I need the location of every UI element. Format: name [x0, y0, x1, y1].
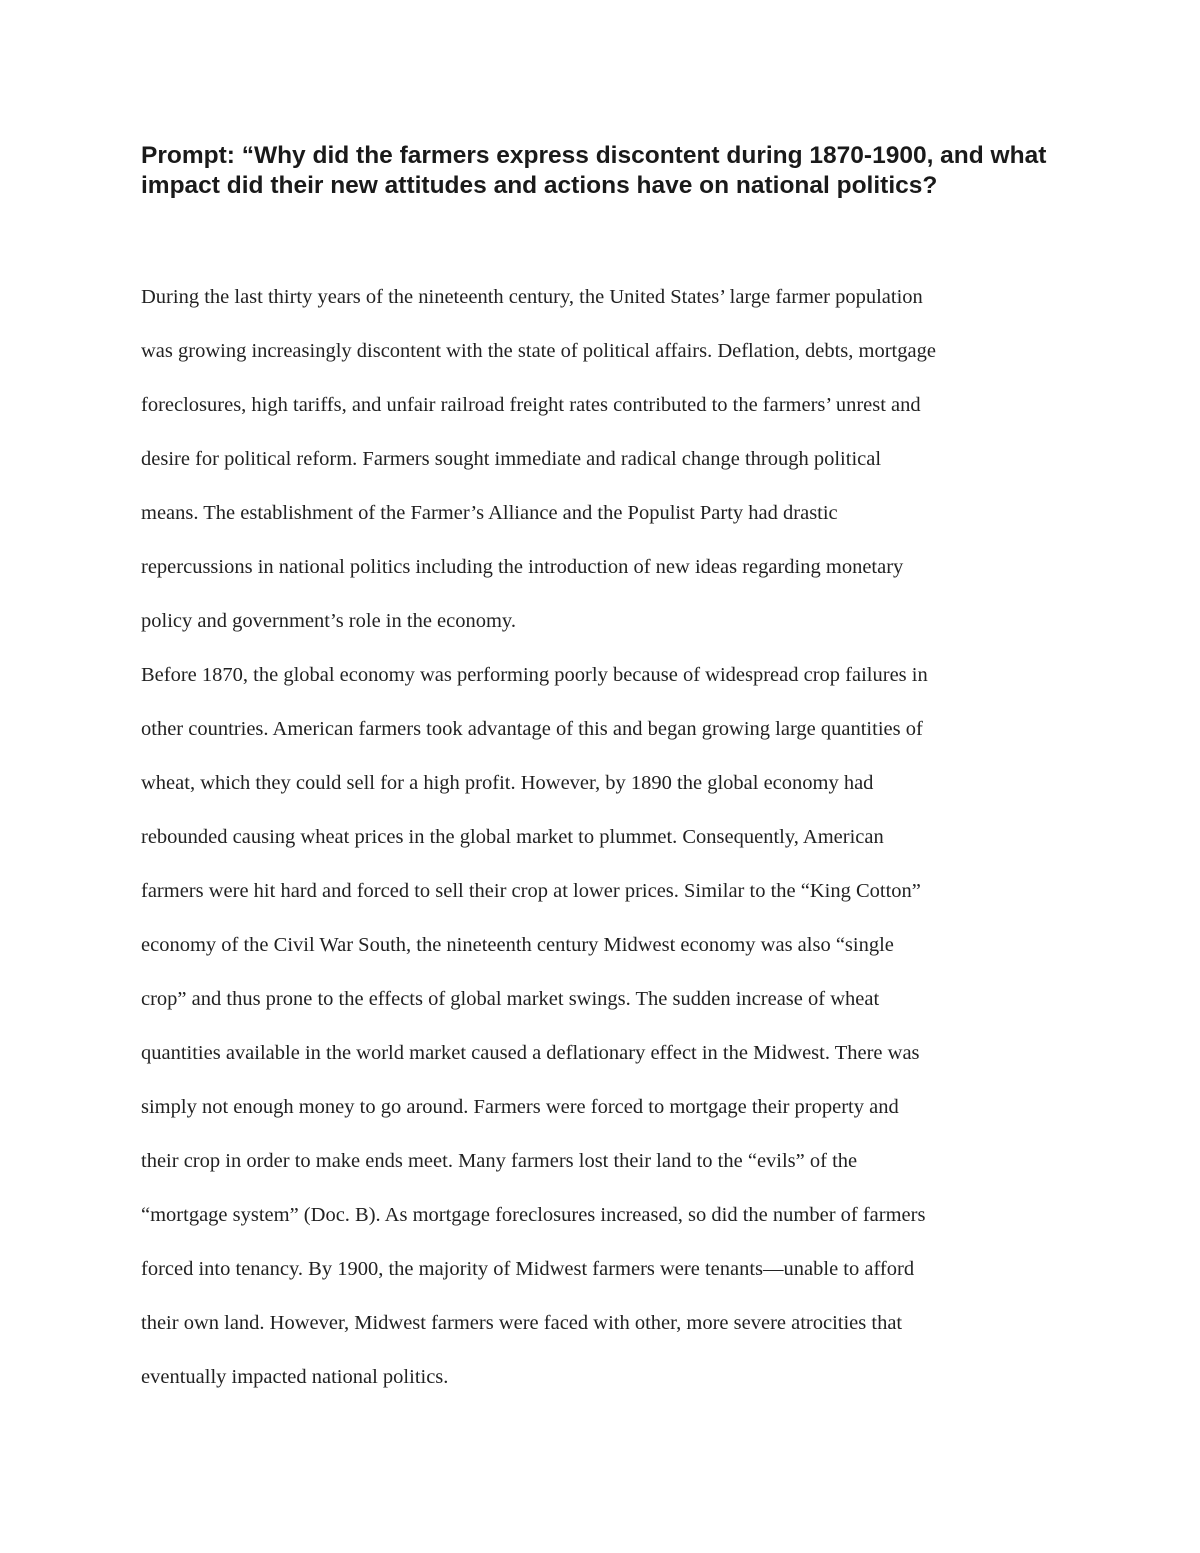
text-line: During the last thirty years of the nineteenth century, the United States’ large farmer population [141, 286, 923, 308]
text-line: foreclosures, high tariffs, and unfair railroad freight rates contributed to the farmers’ unrest and [141, 394, 921, 416]
text-line: other countries. American farmers took advantage of this and began growing large quantities of [141, 718, 923, 740]
text-line: eventually impacted national politics. [141, 1366, 449, 1388]
essay-body [141, 270, 1071, 1404]
text-line: their own land. However, Midwest farmers were faced with other, more severe atrocities that [141, 1312, 903, 1334]
text-line: policy and government’s role in the economy. [141, 610, 516, 632]
text-line: their crop in order to make ends meet. Many farmers lost their land to the “evils” of the [141, 1150, 858, 1172]
paragraph-intro [141, 270, 1071, 648]
paragraph-economy [141, 648, 1071, 1404]
text-line: crop” and thus prone to the effects of global market swings. The sudden increase of wheat [141, 988, 880, 1010]
text-line: forced into tenancy. By 1900, the majority of Midwest farmers were tenants—unable to afford [141, 1258, 915, 1280]
text-line: means. The establishment of the Farmer’s Alliance and the Populist Party had drastic [141, 502, 838, 524]
text-line: quantities available in the world market caused a deflationary effect in the Midwest. There was [141, 1042, 920, 1064]
text-line: was growing increasingly discontent with the state of political affairs. Deflation, debts, mortgage [141, 340, 936, 362]
text-line: wheat, which they could sell for a high profit. However, by 1890 the global economy had [141, 772, 874, 794]
text-line: economy of the Civil War South, the nineteenth century Midwest economy was also “single [141, 934, 894, 956]
prompt-heading: Prompt: “Why did the farmers express discontent during 1870-1900, and what impact did their new attitudes and actions have on national politics? [141, 142, 1047, 199]
text-line: rebounded causing wheat prices in the global market to plummet. Consequently, American [141, 826, 884, 848]
text-line: simply not enough money to go around. Farmers were forced to mortgage their property and [141, 1096, 899, 1118]
text-line: farmers were hit hard and forced to sell their crop at lower prices. Similar to the “King Cotton” [141, 880, 921, 902]
text-line: repercussions in national politics including the introduction of new ideas regarding monetary [141, 556, 904, 578]
text-line: “mortgage system” (Doc. B). As mortgage foreclosures increased, so did the number of farmers [141, 1204, 926, 1226]
text-line: Before 1870, the global economy was performing poorly because of widespread crop failures in [141, 664, 928, 686]
text-line: desire for political reform. Farmers sought immediate and radical change through political [141, 448, 882, 470]
